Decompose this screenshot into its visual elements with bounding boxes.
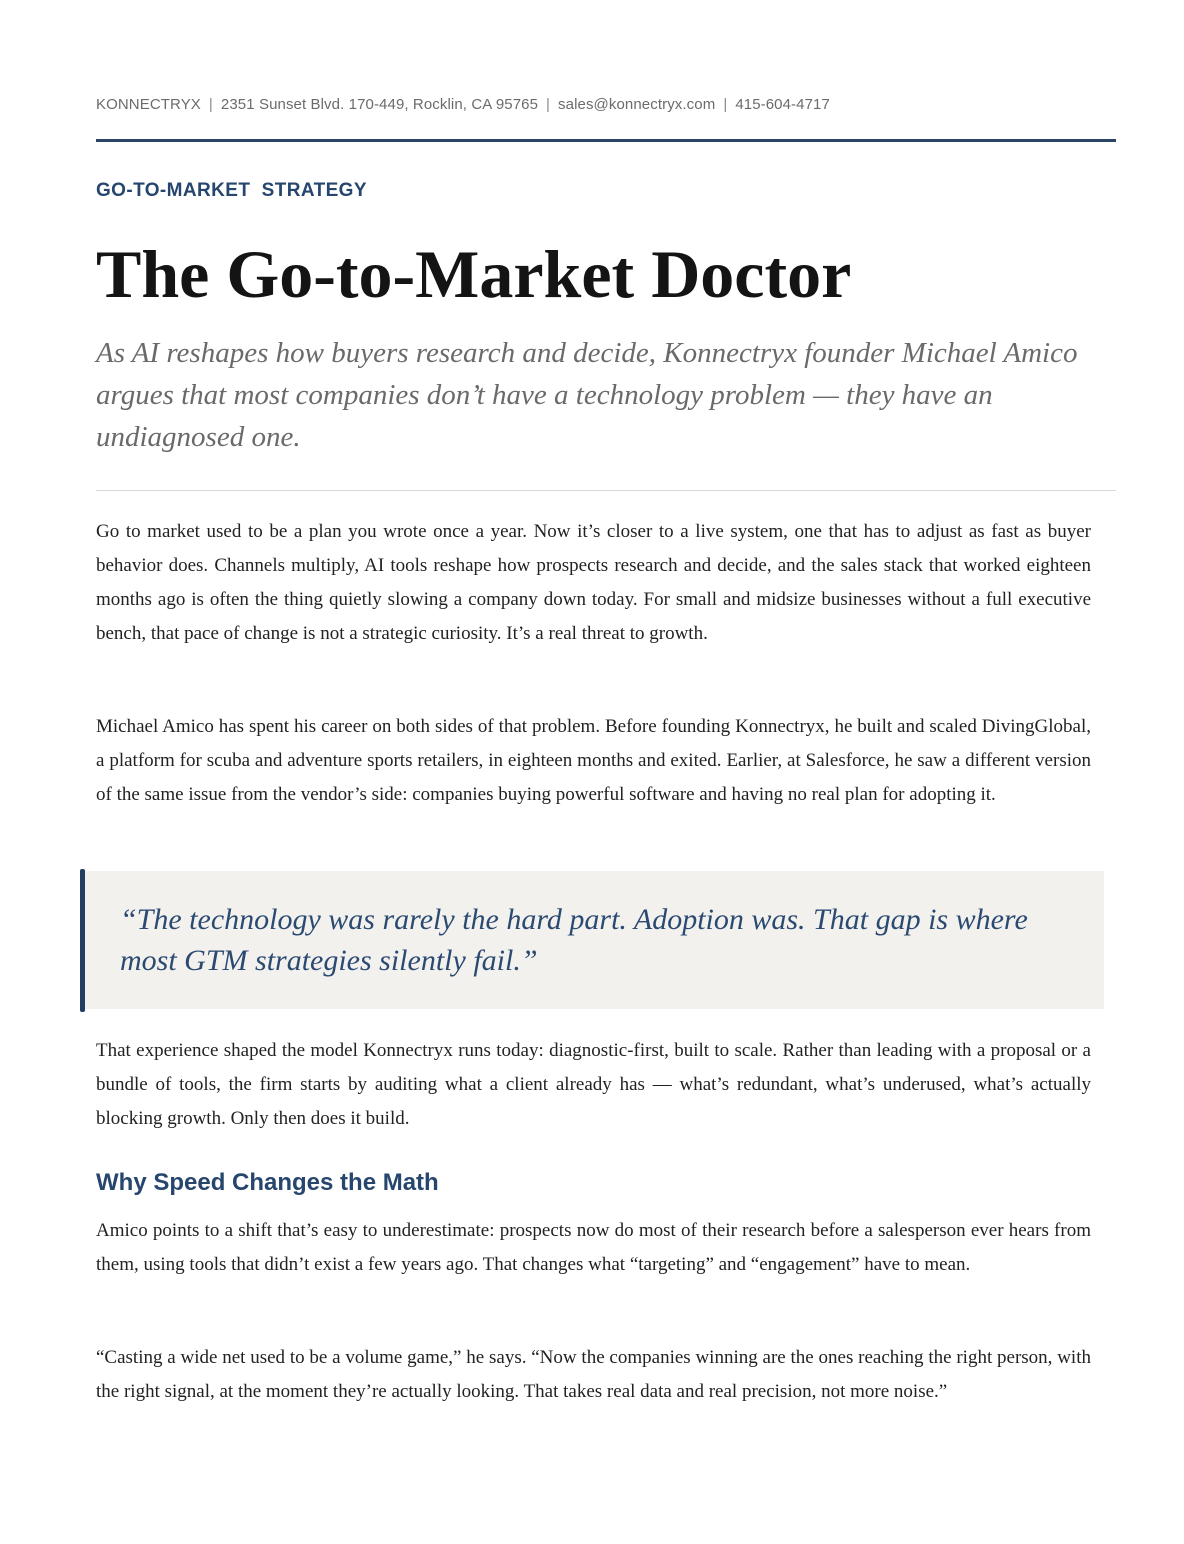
pull-quote-bar (80, 869, 85, 1012)
article-title: The Go-to-Market Doctor (96, 236, 852, 312)
body-paragraph: Michael Amico has spent his career on both sides of that problem. Before founding Konnectryx, he built and scaled DivingGlobal, a platform for scuba and adventure sports retailers, in eighteen months and exited. Earlier, at Salesforce, he saw a different version of the same issue from the vendor’s side: companies buying powerful software and having no real plan for adopting it. (96, 716, 1091, 805)
body-paragraph: “Casting a wide net used to be a volume game,” he says. “Now the companies winning are the ones reaching the right person, with the right signal, at the moment they’re actually looking. That takes real data and real precision, not more noise.” (96, 1347, 1091, 1402)
letterhead-company: KONNECTRYX (96, 96, 201, 113)
body-paragraph: That experience shaped the model Konnectryx runs today: diagnostic-first, built to scale. Rather than leading with a proposal or a bundle of tools, the firm starts by auditing what a client already has — what’s redundant, what’s underused, what’s actually blocking growth. Only then does it build. (96, 1040, 1091, 1129)
letterhead-phone: 415-604-4717 (735, 96, 830, 113)
article-deck: As AI reshapes how buyers research and decide, Konnectryx founder Michael Amico argues that most companies don’t have a technology problem — they have an undiagnosed one. (96, 337, 1078, 453)
pull-quote (80, 871, 1104, 1009)
deck-divider (96, 490, 1116, 491)
letterhead (96, 96, 1116, 113)
header-divider (96, 139, 1116, 142)
letterhead-email: sales@konnectryx.com (558, 96, 716, 113)
section-subhead: Why Speed Changes the Math (96, 1169, 439, 1196)
letterhead-separator: | (546, 96, 551, 113)
letterhead-separator: | (208, 96, 213, 113)
section-kicker: GO-TO-MARKET STRATEGY (96, 180, 367, 201)
letterhead-separator: | (723, 96, 728, 113)
letterhead-address: 2351 Sunset Blvd. 170-449, Rocklin, CA 95765 (220, 96, 539, 113)
pull-quote-text: “The technology was rarely the hard part. Adoption was. That gap is where most GTM strategies silently fail.” (120, 903, 1028, 977)
body-paragraph: Go to market used to be a plan you wrote once a year. Now it’s closer to a live system, one that has to adjust as fast as buyer behavior does. Channels multiply, AI tools reshape how prospects research and decide, and the sales stack that worked eighteen months ago is often the thing quietly slowing a company down today. For small and midsize businesses without a full executive bench, that pace of change is not a strategic curiosity. It’s a real threat to growth. (96, 521, 1091, 644)
body-paragraph: Amico points to a shift that’s easy to underestimate: prospects now do most of their research before a salesperson ever hears from them, using tools that didn’t exist a few years ago. That changes what “targeting” and “engagement” have to mean. (96, 1220, 1091, 1275)
